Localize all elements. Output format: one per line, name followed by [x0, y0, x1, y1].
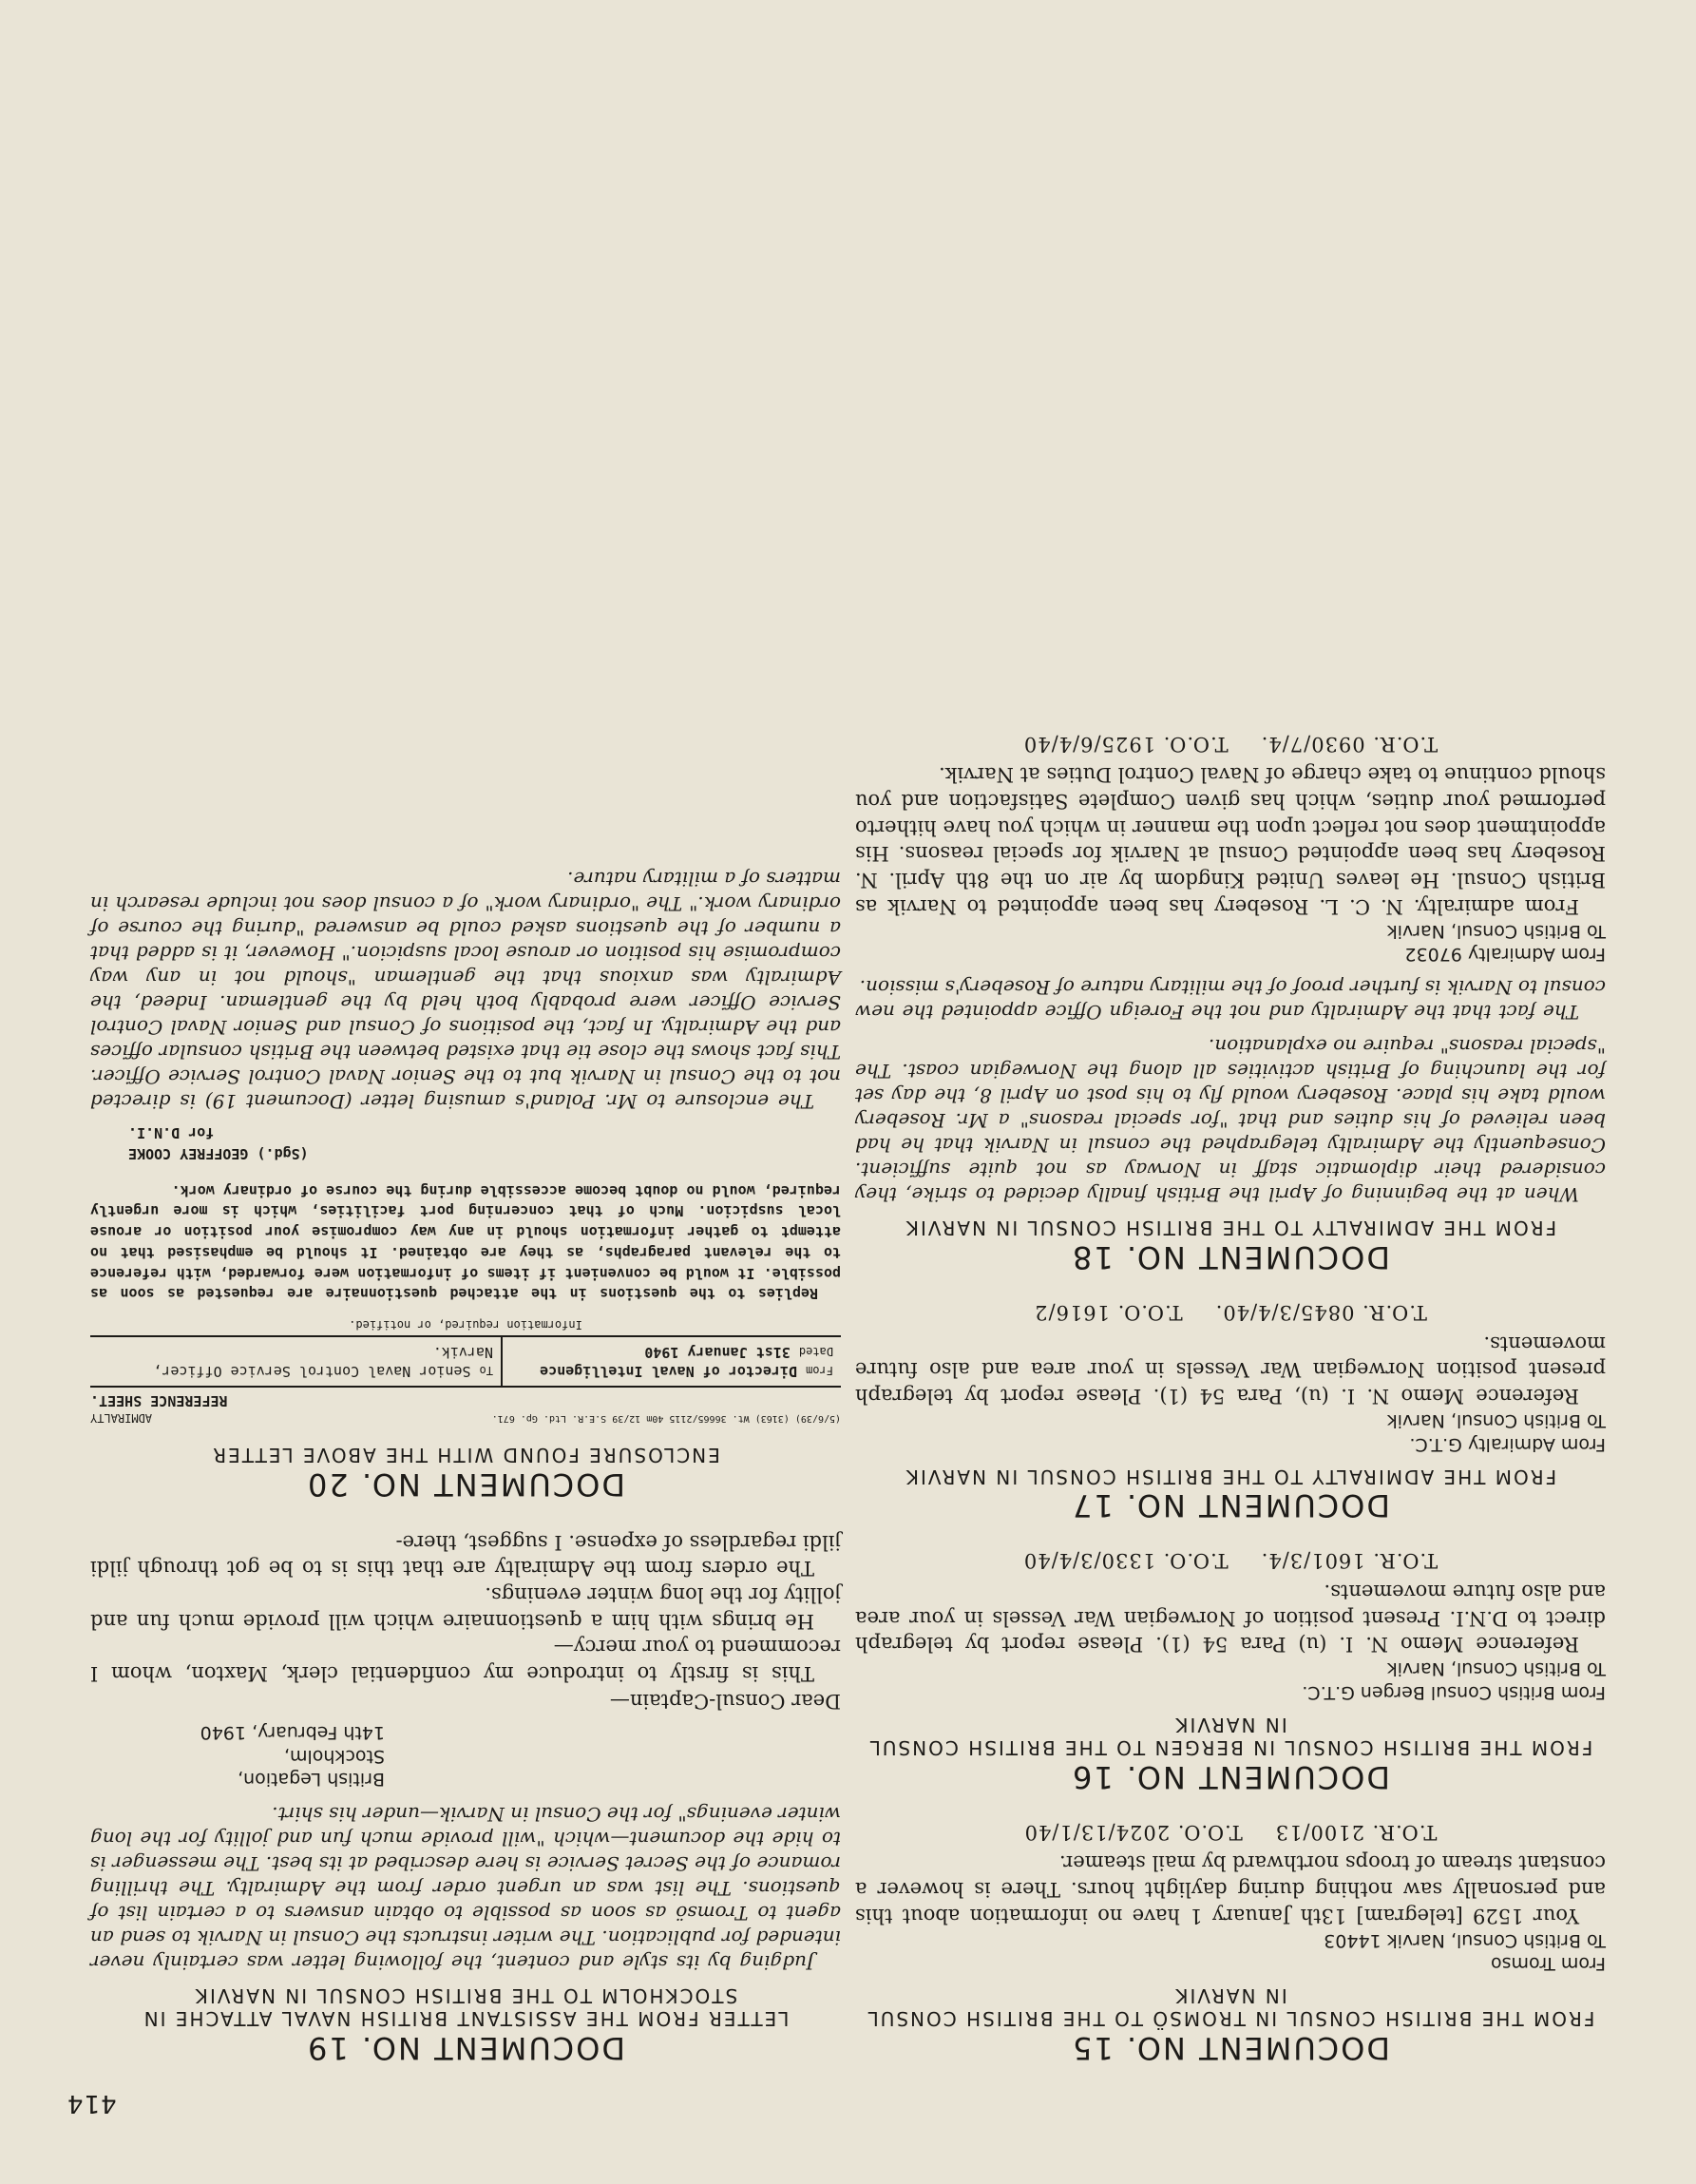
issuing-office: ADMIRALTY — [90, 1411, 153, 1426]
telegram-from: From British Consul Bergen G.T.C. — [1302, 1681, 1606, 1703]
from-label: From — [806, 1363, 833, 1377]
dated-value: 31st January 1940 — [644, 1344, 791, 1362]
document-20-heading — [90, 1444, 841, 1502]
dated-label: Dated — [798, 1345, 833, 1359]
document-title: DOCUMENT NO. 20 — [306, 1466, 625, 1503]
telegram-from: From Admiralty 97032 — [1404, 944, 1606, 966]
info-caption: Information required, or notified. — [349, 1317, 582, 1331]
telegram-from: From Tromso — [1491, 1953, 1606, 1975]
telegram-body: Reference Memo N. I. (u), Para 54 (1). Please report by telegraph present position Norwegian War Vessels in your area and also future movements. — [855, 1331, 1606, 1408]
telegram-to: To British Consul, Narvik — [1386, 920, 1606, 942]
telegram-times — [855, 1821, 1606, 1844]
editorial-commentary: Judging by its style and content, the following letter was certainly never intended for publication. The writer instructs the Consul in Narvik to send an agent to Tromsö as soon as possible to obtain answers to a certain list of questions. The list was an urgent order from the Admiralty. The thrilling romance of the Secret Service is here described at its best. The messenger is to hide the document—which "will provide much fun and jollity for the long winter evenings" for the Consul in Narvik—under his shirt. — [90, 1803, 841, 1975]
to-label: To — [479, 1363, 493, 1377]
telegram-body: Your 1529 [telegram] 13th January 1 have no information about this and personally saw nothing during daylight hours. There is however a constant stream of troops northward by mail steamer. — [855, 1851, 1606, 1927]
telegram-body: Reference Memo N. I. (u) Para 54 (1). Please report by telegraph direct to D.N.I. Present position of Norwegian War Vessels in your area and also future movements. — [855, 1581, 1606, 1657]
reference-to-cell — [90, 1337, 501, 1386]
document-17-heading — [855, 1466, 1606, 1523]
letter-paragraph: He brings with him a questionnaire which will provide much fun and jollity for the long winter evenings. — [90, 1582, 841, 1633]
document-subtitle: LETTER FROM THE ASSISTANT BRITISH NAVAL ATTACHE IN STOCKHOLM TO THE BRITISH CONSUL IN NARVIK — [142, 1984, 790, 2031]
document-16 — [855, 1549, 1606, 1793]
editorial-commentary: The enclosure to Mr. Poland's amusing letter (Document 19) is directed not to the Consul in Narvik but to the Senior Naval Control Service Officer. This fact shows the close tie that existed between the British consular offices and the Admiralty. In fact, the positions of Consul and Senior Naval Control Service Officer were probably both held by the gentleman. Indeed, the Admiralty was anxious that the gentleman "should not in any way compromise his position or arouse local suspicion." However, it is added that a number of the questions asked could be answered "during the course of ordinary work." The "ordinary work" of a consul does not include research in matters of a military nature. — [90, 867, 841, 1113]
time-of-origin: T.O.O. 1925/6/4/40 — [1022, 732, 1229, 756]
document-15-heading — [855, 1984, 1606, 2065]
from-value: Director of Naval Intelligence — [540, 1362, 798, 1380]
document-17 — [855, 1301, 1606, 1523]
document-subtitle: FROM THE BRITISH CONSUL IN TROMSÖ TO THE BRITISH CONSUL IN NARVIK — [866, 1984, 1595, 2031]
telegram-to: To British Consul, Narvik — [1386, 1658, 1606, 1680]
telegram-to: To British Consul, Narvik 14403 — [1324, 1929, 1606, 1951]
address-line: British Legation, — [238, 1769, 385, 1791]
document-title: DOCUMENT NO. 19 — [306, 2030, 625, 2066]
document-19-heading — [90, 1984, 841, 2065]
time-of-receipt: T.O.R. 1601/3/4. — [1260, 1549, 1439, 1573]
time-of-receipt: T.O.R. 2100/13 — [1274, 1820, 1438, 1844]
letter-paragraph: The orders from the Admiralty are that this is to be got through jildi jildi regardless of expense. I suggest, there- — [90, 1530, 841, 1581]
reference-sheet-header — [90, 1409, 841, 1425]
editorial-commentary: When at the beginning of April the British finally decided to strike, they considered their diplomatic staff in Norway as not quite sufficient. Consequently the Admiralty telegraphed the consul in Narvik that he had been relieved of his duties and that "for special reasons" a Mr. Rosebery would take his place. Rosebery would fly to his post on April 8, the day set for the launching of British activities all along the Norwegian coast. The "special reasons" require no explanation. — [855, 1035, 1606, 1207]
time-of-origin: T.O.O. 2024/13/1/40 — [1023, 1820, 1243, 1844]
document-16-heading — [855, 1714, 1606, 1794]
telegram-to: To British Consul, Narvik — [1386, 1409, 1606, 1431]
document-15 — [855, 1821, 1606, 2065]
signature-for: for D.N.I. — [128, 1124, 215, 1142]
document-18-heading — [855, 1217, 1606, 1274]
telegram-from: From Admiralty G.T.C. — [1409, 1433, 1606, 1455]
time-of-receipt: T.O.R. 0845/3/4/40. — [1214, 1301, 1427, 1325]
signature: (Sgd.) GEOFFREY COOKE — [128, 1144, 309, 1162]
document-title: DOCUMENT NO. 17 — [1071, 1487, 1390, 1524]
document-18 — [855, 733, 1606, 1274]
document-subtitle: FROM THE ADMIRALTY TO THE BRITISH CONSUL IN NARVIK — [904, 1465, 1557, 1488]
time-of-origin: T.O.O. 1616/2 — [1034, 1301, 1183, 1325]
letter-date: 14th February, 1940 — [200, 1721, 385, 1743]
reference-sheet-body: Replies to the questions in the attached questionnaire are requested as soon as possible. It would be convenient if items of information were forwarded, with reference to the relevant paragraphs, as they are obtained. It should be emphasised that no attempt to gather information should in any way compromise your position or arouse local suspicion. Much of that concerning port facilities, which is more urgently required, would no doubt become accessible during the course of ordinary work. — [90, 1181, 841, 1303]
document-20 — [90, 867, 841, 1502]
time-of-receipt: T.O.R. 0930/7/4. — [1260, 732, 1439, 756]
document-subtitle: FROM THE ADMIRALTY TO THE BRITISH CONSUL IN NARVIK — [904, 1217, 1557, 1240]
telegram-times — [855, 1549, 1606, 1572]
telegram-times — [855, 733, 1606, 756]
document-subtitle: FROM THE BRITISH CONSUL IN BERGEN TO THE BRITISH CONSUL IN NARVIK — [867, 1713, 1593, 1759]
print-line: (5/6/39) (3163) Wt. 36665/2115 40m 12/39 S.E.R. Ltd. Gp. 671. — [491, 1413, 841, 1425]
document-subtitle: ENCLOSURE FOUND WITH THE ABOVE LETTER — [211, 1444, 720, 1467]
to-value: Senior Naval Control Service Officer, Narvik. — [153, 1344, 493, 1380]
telegram-times — [855, 1301, 1606, 1324]
letter-paragraph: This is firstly to introduce my confidential clerk, Maxton, whom I recommend to your mercy— — [90, 1636, 841, 1686]
letter-salutation: Dear Consul-Captain— — [609, 1690, 841, 1714]
reference-sheet — [90, 1123, 841, 1425]
document-title: DOCUMENT NO. 18 — [1071, 1239, 1390, 1276]
letter-address — [90, 1720, 385, 1791]
address-line: Stockholm, — [283, 1745, 385, 1767]
reference-from-cell — [501, 1337, 841, 1386]
page-number: 414 — [67, 2089, 117, 2117]
time-of-origin: T.O.O. 1330/3/4/40 — [1022, 1549, 1229, 1573]
editorial-commentary: The fact that the Admiralty and not the Foreign Office appointed the new consul to Narvik is further proof of the military nature of Rosebery's mission. — [855, 976, 1606, 1025]
right-column — [90, 840, 841, 2065]
reference-sheet-title: REFERENCE SHEET. — [90, 1392, 228, 1410]
document-title: DOCUMENT NO. 16 — [1071, 1758, 1390, 1795]
document-19 — [90, 1528, 841, 2065]
telegram-body: From admiralty. N. C. L. Rosebery has been appointed to Narvik as British Consul. He leaves United Kingdom by air on the 8th April. N. Rosebery has been appointed Consul at Narvik for special reasons. His appointment does not reflect upon the manner in which you have hitherto performed your duties, which has given Complete Satisfaction and you should continue to take charge of Naval Control Duties at Narvik. — [855, 763, 1606, 918]
reference-sheet-grid — [90, 1335, 841, 1388]
document-title: DOCUMENT NO. 15 — [1071, 2030, 1390, 2066]
left-column — [855, 706, 1606, 2065]
